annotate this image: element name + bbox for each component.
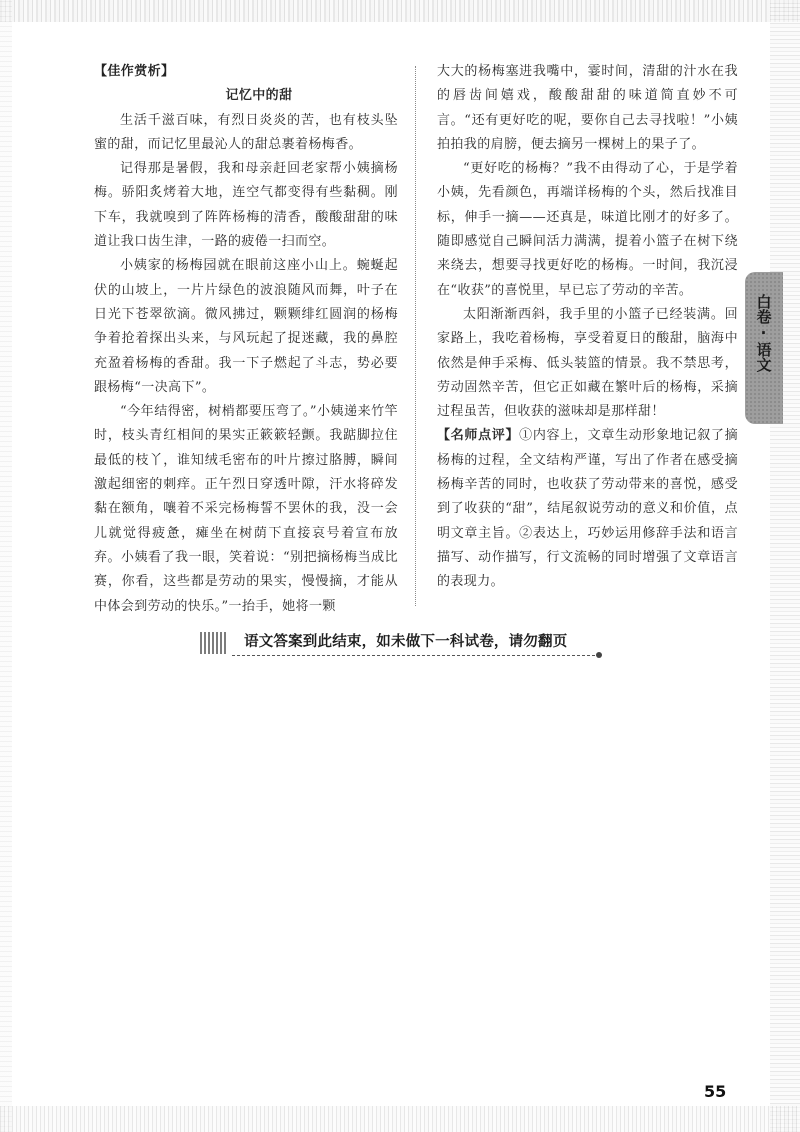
section-label: 【佳作赏析】 [94,64,175,79]
page-number: 55 [704,1082,727,1101]
essay-title: 记忆中的甜 [225,88,293,104]
scan-edge-bottom [0,1106,800,1132]
essay-paragraph: “更好吃的杨梅？”我不由得动了心，于是学着小姨，先看颜色，再端详杨梅的个头，然后找准目标，伸手一摘——还真是，味道比刚才的好多了。随即感觉自己瞬间活力满满，提着小篮子在树下绕来绕去，想要寻找更好吃的杨梅。一时间，我沉浸在“收获”的喜悦里，早已忘了劳动的辛苦。 [437,161,738,298]
end-notice-banner [200,626,605,660]
left-column [94,60,398,619]
end-notice-text: 语文答案到此结束，如未做下一科试卷，请勿翻页 [244,634,568,650]
essay-paragraph: 小姨家的杨梅园就在眼前这座小山上。蜿蜒起伏的山坡上，一片片绿色的波浪随风而舞，叶子在日光下苍翠欲滴。微风拂过，颗颗绯红圆润的杨梅争着抢着探出头来，与风玩起了捉迷藏，我的鼻腔充盈着杨梅的香甜。我一下子燃起了斗志，势必要跟杨梅“一决高下”。 [94,258,398,395]
essay-paragraph: 记得那是暑假，我和母亲赶回老家帮小姨摘杨梅。骄阳炙烤着大地，连空气都变得有些黏稠。刚下车，我就嗅到了阵阵杨梅的清香，酸酸甜甜的味道让我口齿生津，一路的疲倦一扫而空。 [94,161,398,250]
comment-text: ①内容上，文章生动形象地记叙了摘杨梅的过程，全文结构严谨，写出了作者在感受摘杨梅辛苦的同时，也收获了劳动带来的喜悦，感受到了收获的“甜”，结尾叙说劳动的意义和价值，点明文章主旨。②表达上，巧妙运用修辞手法和语言描写、动作描写，行文流畅的同时增强了文章语言的表现力。 [437,428,738,590]
comment-label: 【名师点评】 [437,428,520,444]
essay-paragraph: 太阳渐渐西斜，我手里的小篮子已经装满。回家路上，我吃着杨梅，享受着夏日的酸甜，脑海中依然是伸手采梅、低头装篮的情景。我不禁思考，劳动固然辛苦，但它正如藏在繁叶后的杨梅，采摘过程虽苦，但收获的滋味却是那样甜！ [437,306,738,420]
dot-icon [596,652,602,658]
scan-edge-top [0,0,800,22]
side-tab-label: 白卷·语文 [754,294,773,372]
essay-paragraph: 大大的杨梅塞进我嘴中，霎时间，清甜的汁水在我的唇齿间嬉戏，酸酸甜甜的味道简直妙不可言。“还有更好吃的呢，要你自己去寻找啦！”小姨拍拍我的肩膀，便去摘另一棵树上的果子了。 [437,64,738,152]
dashed-rule [232,655,600,656]
column-divider [415,66,416,606]
essay-paragraph: 生活千滋百味，有烈日炎炎的苦，也有枝头坠蜜的甜，而记忆里最沁人的甜总裹着杨梅香。 [94,112,398,152]
scan-edge-right [770,0,800,1132]
right-column [437,60,738,595]
scan-edge-left [0,0,12,1132]
teacher-comment [437,424,738,594]
side-tab [745,272,783,424]
stripe-decoration-icon [200,632,228,654]
essay-paragraph: “今年结得密，树梢都要压弯了。”小姨递来竹竿时，枝头青红相间的果实正簌簌轻颤。我踮脚拉住最低的枝丫，谁知绒毛密布的叶片擦过胳膊，瞬间激起细密的刺痒。正午烈日穿透叶隙，汗水将碎发黏在额角，嚷着不采完杨梅誓不罢休的我，没一会儿就觉得疲惫，瘫坐在树荫下直接哀号着宣布放弃。小姨看了我一眼，笑着说：“别把摘杨梅当成比赛，你看，这些都是劳动的果实，慢慢摘，才能从中体会到劳动的快乐。”一抬手，她将一颗 [94,404,398,614]
